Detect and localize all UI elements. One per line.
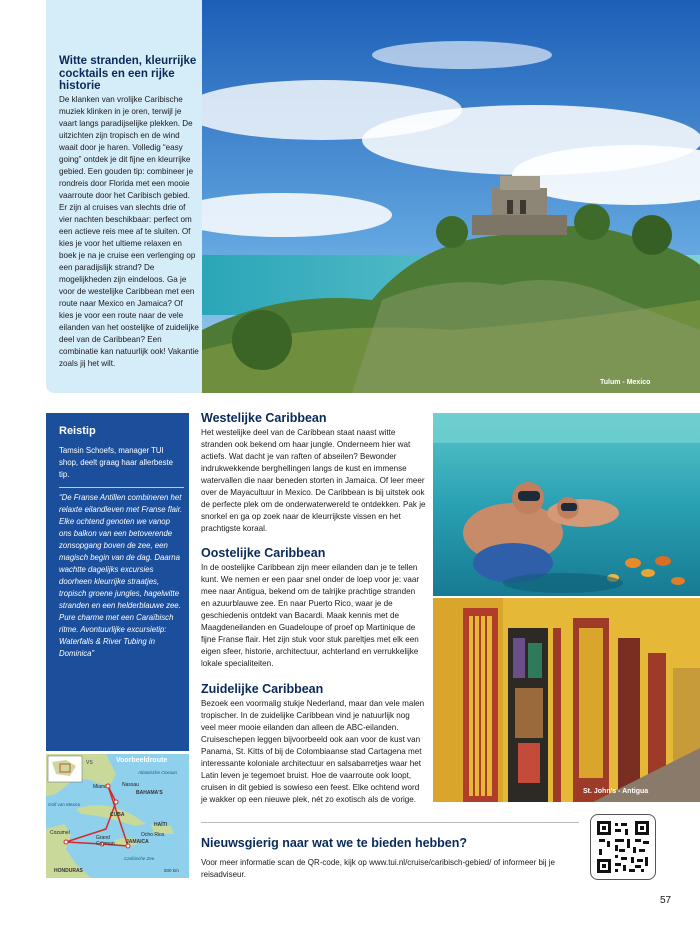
qr-code[interactable] bbox=[590, 814, 656, 880]
cta-body: Voor meer informatie scan de QR-code, kijk op www.tui.nl/cruise/caribisch-gebied/ of informeer bij je reisadviseur. bbox=[201, 858, 555, 879]
map-place-vs: VS bbox=[86, 760, 93, 766]
section-title-south: Zuidelijke Caribbean bbox=[201, 682, 324, 696]
intro-panel bbox=[46, 0, 202, 393]
section-title-east: Oostelijke Caribbean bbox=[201, 546, 326, 560]
section-title-west: Westelijke Caribbean bbox=[201, 411, 327, 425]
map-label: Voorbeeldroute bbox=[116, 757, 168, 764]
section-body-east: In de oostelijke Caribbean zijn meer eilanden dan je te tellen kunt. We nemen er een paar snel onder de loep voor je: vaar mee naar Antigua, bekend om de talrijke prachtige stranden en azuurblauwe zee. En naar Puerto Rico, waar je de geschiedenis ontdekt van Bacardi. Maak kennis met de Maagdeneilanden en Guadeloupe of proef op Martinique de fijne Franse flair. Het zijn stuk voor stuk pareltjes met elk een eigen sfeer, historie, architectuur, achterland en verrukkelijke lokale specialiteiten. bbox=[201, 563, 420, 668]
hero-photo-tulum bbox=[202, 0, 700, 393]
map-place-ocho-rios: Ocho Rios bbox=[141, 832, 165, 838]
map-place-caribbean-sea: Caribische Zee bbox=[124, 856, 155, 861]
map-place-miami: Miami bbox=[93, 784, 107, 790]
antigua-caption: St. John's - Antigua bbox=[583, 788, 649, 795]
section-body-west: Het westelijke deel van de Caribbean staat naast witte stranden ook bekend om haar jungle. Onderneem hier wat actiefs. Wat dacht je van raften of abseilen? Bewonder indrukwekkende berghellingen langs de kust en immense watervallen die naar beneden storten in Jamaica. Of leer meer over de Mayacultuur in Mexico. De Caribbean is bij uitstek ook de perfecte plek om de onderwaterwereld te ontdekken. Pak je snorkel en ga op zoek naar de kleurrijkste vissen en het prachtigste koraal. bbox=[201, 428, 426, 533]
reistip-author: Tamsin Schoefs, manager TUI shop, deelt graag haar allerbeste tip. bbox=[59, 446, 173, 479]
reistip-box bbox=[46, 413, 189, 751]
intro-body: De klanken van vrolijke Caribische muziek klinken in je oren, terwijl je vaart langs paradijselijke plekken. De uitzichten zijn tropisch en de wind waait door je haren. Volledig “easy going” ontdek je dit fijne en kleurrijke gebied. Een gouden tip: combineer je rondreis door Florida met een mooie vaarroute door het Caribisch gebied. Er zijn al cruises van slechts drie of vier nachten beschikbaar: perfect om een actieve reis mee af te sluiten. Of kies je voor het ultieme relaxen en boek je na je cruise een verlenging op een paradijslijk strand? De mogelijkheden zijn eindeloos. Ga je voor de westelijke Caribbean met een route naar Mexico en Jamaica? Of kies je voor een route naar de vele eilanden van het oostelijke of zuidelijke deel van de Caribbean? Een combinatie kan natuurlijk ook! Vakantie zoals jij het wilt. bbox=[59, 95, 199, 368]
map-place-cozumel: Cozumel bbox=[50, 830, 70, 836]
reistip-divider bbox=[59, 487, 184, 488]
antigua-photo bbox=[433, 598, 700, 802]
map-place-cuba: CUBA bbox=[110, 812, 125, 818]
tulum-illustration bbox=[202, 0, 700, 393]
intro-title: Witte stranden, kleurrijke cocktails en een rijke historie bbox=[59, 55, 197, 92]
route-map bbox=[46, 754, 189, 878]
map-place-grand-cayman: Grand Cayman bbox=[96, 835, 115, 847]
antigua-illustration bbox=[433, 598, 700, 802]
map-place-jamaica: JAMAICA bbox=[126, 839, 149, 845]
snorkel-photo bbox=[433, 413, 700, 596]
snorkel-illustration bbox=[433, 413, 700, 596]
map-place-bahamas: BAHAMA'S bbox=[136, 790, 163, 796]
cta-title: Nieuwsgierig naar wat we te bieden hebben? bbox=[201, 836, 468, 850]
page-number: 57 bbox=[660, 895, 672, 906]
section-body-south: Bezoek een voormalig stukje Nederland, maar dan vele malen tropischer. In de zuidelijke Caribbean vind je natuurlijk nog veel meer mooie eilanden dan alleen de ABC-eilanden. Cruiseschepen leggen bijvoorbeeld ook aan voor de kust van Panama, St. Kitts of bij de Colombiaanse stad Cartagena met interessante koloniale architectuur en salsabarretjes waar het Latin leven je tegemoet bruist. Hoe de vaarroute ook loopt, cruisen in dit gebied is sowieso een feest. Elke ochtend word je wakker op een nieuwe plek, nét zo exotisch als de vorige. bbox=[201, 699, 425, 804]
map-place-nassau: Nassau bbox=[122, 782, 139, 788]
reistip-quote: “De Franse Antillen combineren het relaxte eilandleven met Franse flair. Elke ochtend genoten we vanop ons balkon van een betoverende zonsopgang boven de zee, een magisch begin van de dag. Daarna wachtte dagelijks excursies doorheen kleurrijke straatjes, tropisch groene jungles, hagelwitte stranden en een helderblauwe zee. Pure charme met een Caraïbisch ritme. Avontuurlijke excursietip: Waterfalls & River Tubing in Dominica” bbox=[59, 493, 183, 658]
hero-caption: Tulum - Mexico bbox=[600, 379, 651, 386]
qr-code-icon bbox=[591, 815, 655, 879]
map-place-atlantic: Atlantische Oceaan bbox=[138, 770, 178, 775]
map-place-haiti: HAÏTI bbox=[154, 822, 168, 828]
map-place-gulf: Golf van Mexico bbox=[48, 802, 81, 807]
bottom-divider bbox=[201, 822, 579, 823]
reistip-title: Reistip bbox=[59, 425, 96, 437]
map-scale: 500 km bbox=[164, 868, 179, 873]
map-place-honduras: HONDURAS bbox=[54, 868, 83, 874]
